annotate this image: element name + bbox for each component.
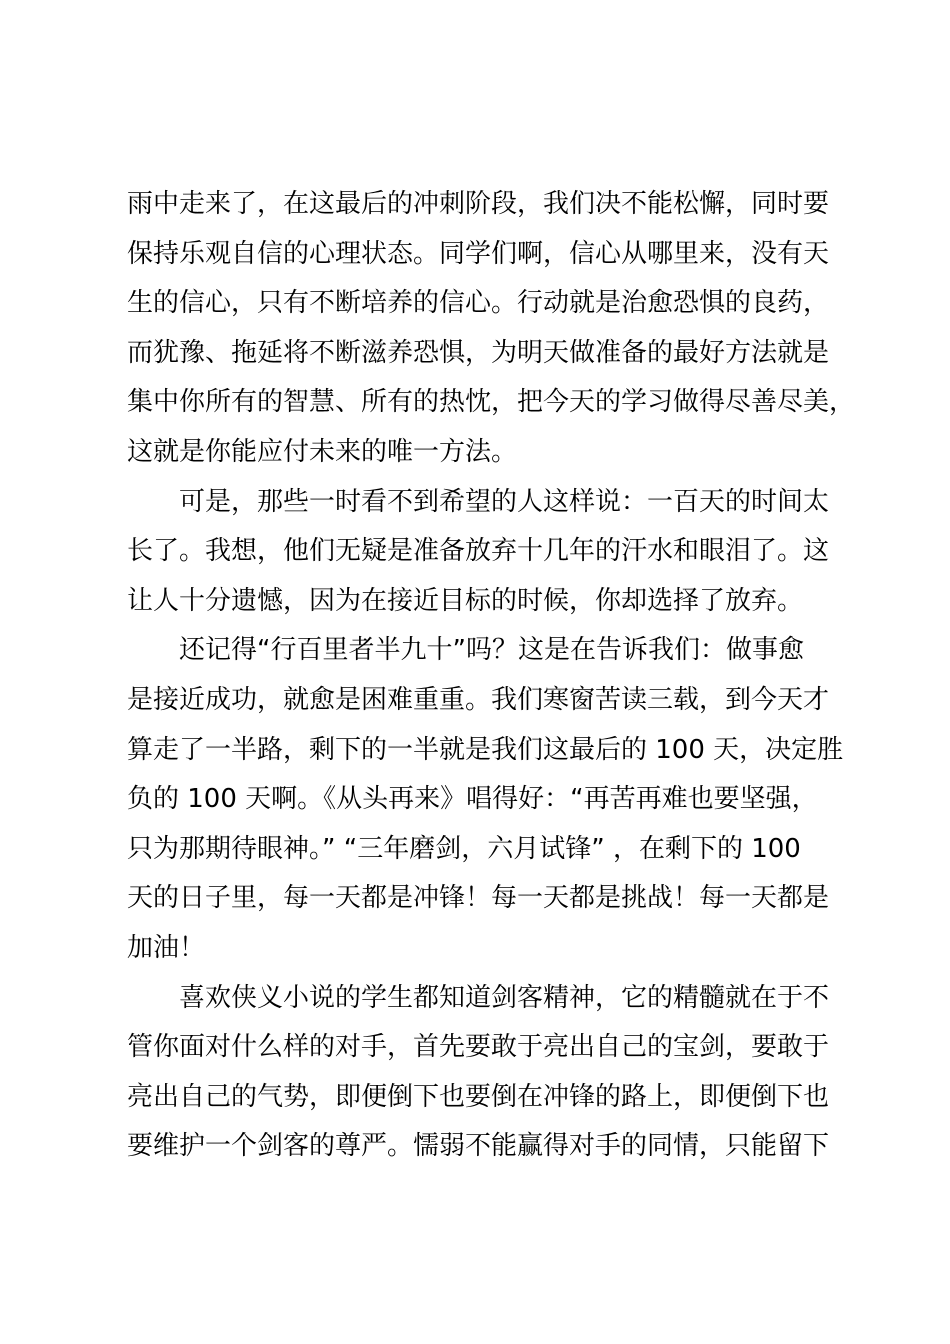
text-line: 生的信心，只有不断培养的信心。行动就是治愈恐惧的良药， (127, 288, 830, 319)
body-text (127, 180, 856, 1172)
text-line: 亮出自己的气势，即便倒下也要倒在冲锋的路上，即便倒下也 (127, 1081, 830, 1112)
paragraph-first-line: 还记得“行百里者半九十”吗？这是在告诉我们：做事愈 (179, 635, 804, 666)
text-line: 长了。我想，他们无疑是准备放弃十几年的汗水和眼泪了。这 (127, 536, 830, 567)
text-line: 要维护一个剑客的尊严。懦弱不能赢得对手的同情，只能留下 (127, 1131, 830, 1162)
text-line: 管你面对什么样的对手，首先要敢于亮出自己的宝剑，要敢于 (127, 1032, 830, 1063)
text-line: 集中你所有的智慧、所有的热忱，把今天的学习做得尽善尽美， (127, 387, 856, 418)
paragraph-first-line: 可是，那些一时看不到希望的人这样说：一百天的时间太 (179, 486, 830, 517)
text-line: 保持乐观自信的心理状态。同学们啊，信心从哪里来，没有天 (127, 238, 830, 269)
paragraph-first-line: 喜欢侠义小说的学生都知道剑客精神，它的精髓就在于不 (179, 982, 830, 1013)
text-line: 加油！ (127, 932, 206, 963)
text-line: 而犹豫、拖延将不断滋养恐惧，为明天做准备的最好方法就是 (127, 337, 830, 368)
text-line: 负的 100 天啊。《从头再来》唱得好：“再苦再难也要坚强， (127, 784, 818, 815)
text-line: 让人十分遗憾，因为在接近目标的时候，你却选择了放弃。 (127, 585, 804, 616)
text-line: 只为那期待眼神。” “三年磨剑，六月试锋” ，在剩下的 100 (127, 833, 801, 864)
text-line: 天的日子里，每一天都是冲锋！每一天都是挑战！每一天都是 (127, 883, 830, 914)
text-line: 这就是你能应付未来的唯一方法。 (127, 436, 518, 467)
text-line: 是接近成功，就愈是困难重重。我们寒窗苦读三载，到今天才 (127, 684, 830, 715)
text-line: 算走了一半路，剩下的一半就是我们这最后的 100 天，决定胜 (127, 734, 844, 765)
text-line: 雨中走来了，在这最后的冲刺阶段，我们决不能松懈，同时要 (127, 189, 830, 219)
